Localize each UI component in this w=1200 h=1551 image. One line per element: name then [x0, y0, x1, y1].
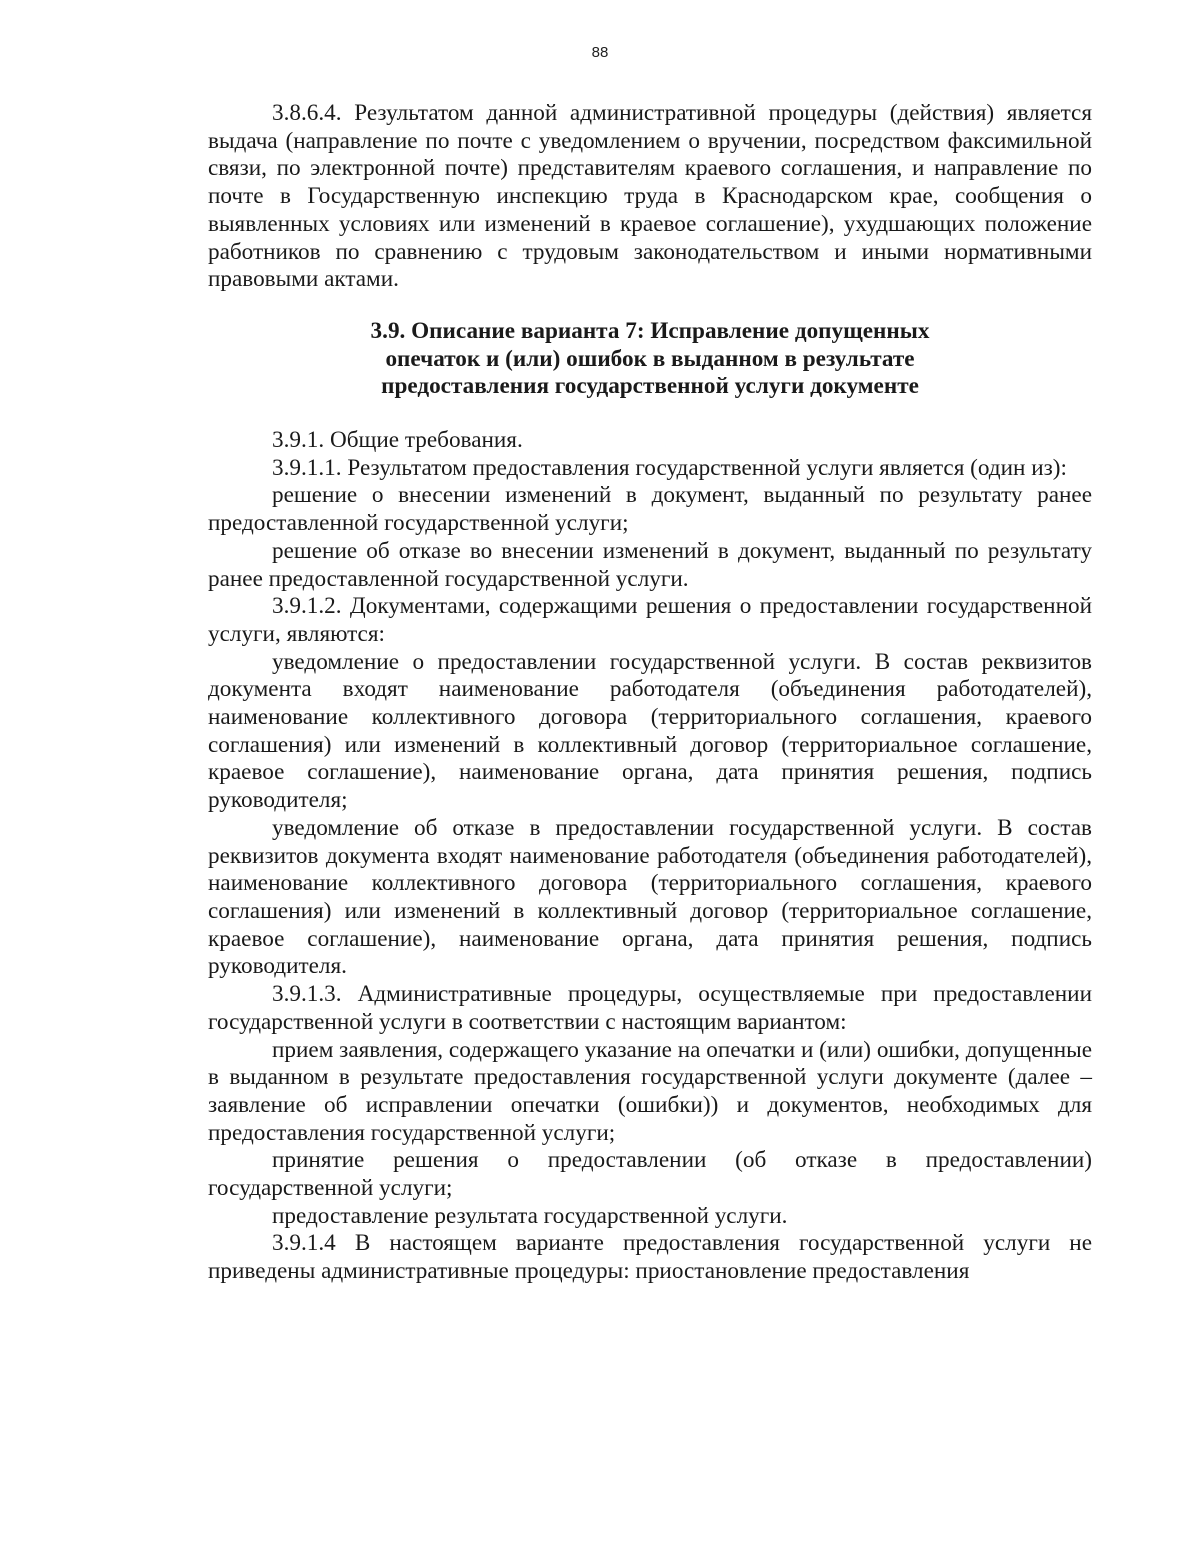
heading-line: опечаток и (или) ошибок в выданном в результате	[385, 345, 915, 372]
paragraph-3-9-1-2: 3.9.1.2. Документами, содержащими решения о предоставлении государственной услуги, являются:	[208, 593, 1092, 647]
paragraph-item: уведомление о предоставлении государственной услуги. В состав реквизитов документа входят наименование работодателя (объединения работодателей), наименование коллективного договора (территориального соглашения, краевого соглашения) или изменений в коллективный договор (территориальное соглашение, краевое соглашение), наименование органа, дата принятия решения, подпись руководителя;	[208, 648, 1092, 814]
paragraph-3-9-1: 3.9.1. Общие требования.	[272, 427, 523, 454]
paragraph-3-9-1-4: 3.9.1.4 В настоящем варианте предоставления государственной услуги не приведены административные процедуры: приостановление предоставления	[208, 1230, 1092, 1285]
section-heading-3-9	[208, 318, 1092, 401]
heading-line: предоставления государственной услуги документе	[381, 373, 919, 400]
heading-line: 3.9. Описание варианта 7: Исправление допущенных	[370, 317, 930, 344]
paragraph-item: принятие решения о предоставлении (об отказе в предоставлении) государственной услуги;	[208, 1147, 1092, 1202]
paragraph-item: решение об отказе во внесении изменений в документ, выданный по результату ранее предоставленной государственной услуги.	[208, 537, 1092, 592]
paragraph-3-9-1-3: 3.9.1.3. Административные процедуры, осуществляемые при предоставлении государственной услуги в соответствии с настоящим вариантом:	[208, 981, 1092, 1035]
page-number: 88	[591, 44, 609, 61]
paragraph-item: уведомление об отказе в предоставлении государственной услуги. В состав реквизитов документа входят наименование работодателя (объединения работодателей), наименование коллективного договора (территориального соглашения, краевого соглашения) или изменений в коллективный договор (территориальное соглашение, краевое соглашение), наименование органа, дата принятия решения, подпись руководителя.	[208, 814, 1092, 980]
paragraph-3-8-6-4: 3.8.6.4. Результатом данной административной процедуры (действия) является выдача (направление по почте с уведомлением о вручении, посредством факсимильной связи, по электронной почте) представителям краевого соглашения, и направление по почте в Государственную инспекцию труда в Краснодарском крае, сообщения о выявленных условиях или изменений в краевое соглашение), ухудшающих положение работников по сравнению с трудовым законодательством и иными нормативными правовыми актами.	[208, 100, 1092, 293]
paragraph-item: решение о внесении изменений в документ, выданный по результату ранее предоставленной государственной услуги;	[208, 482, 1092, 537]
paragraph-3-9-1-1: 3.9.1.1. Результатом предоставления государственной услуги является (один из):	[272, 454, 1067, 481]
document-body	[208, 100, 1092, 1286]
paragraph-item: прием заявления, содержащего указание на опечатки и (или) ошибки, допущенные в выданном в результате предоставления государственной услуги документе (далее – заявление об исправлении опечатки (ошибки)) и документов, необходимых для предоставления государственной услуги;	[208, 1036, 1092, 1146]
paragraph-item: предоставление результата государственной услуги.	[272, 1202, 788, 1229]
